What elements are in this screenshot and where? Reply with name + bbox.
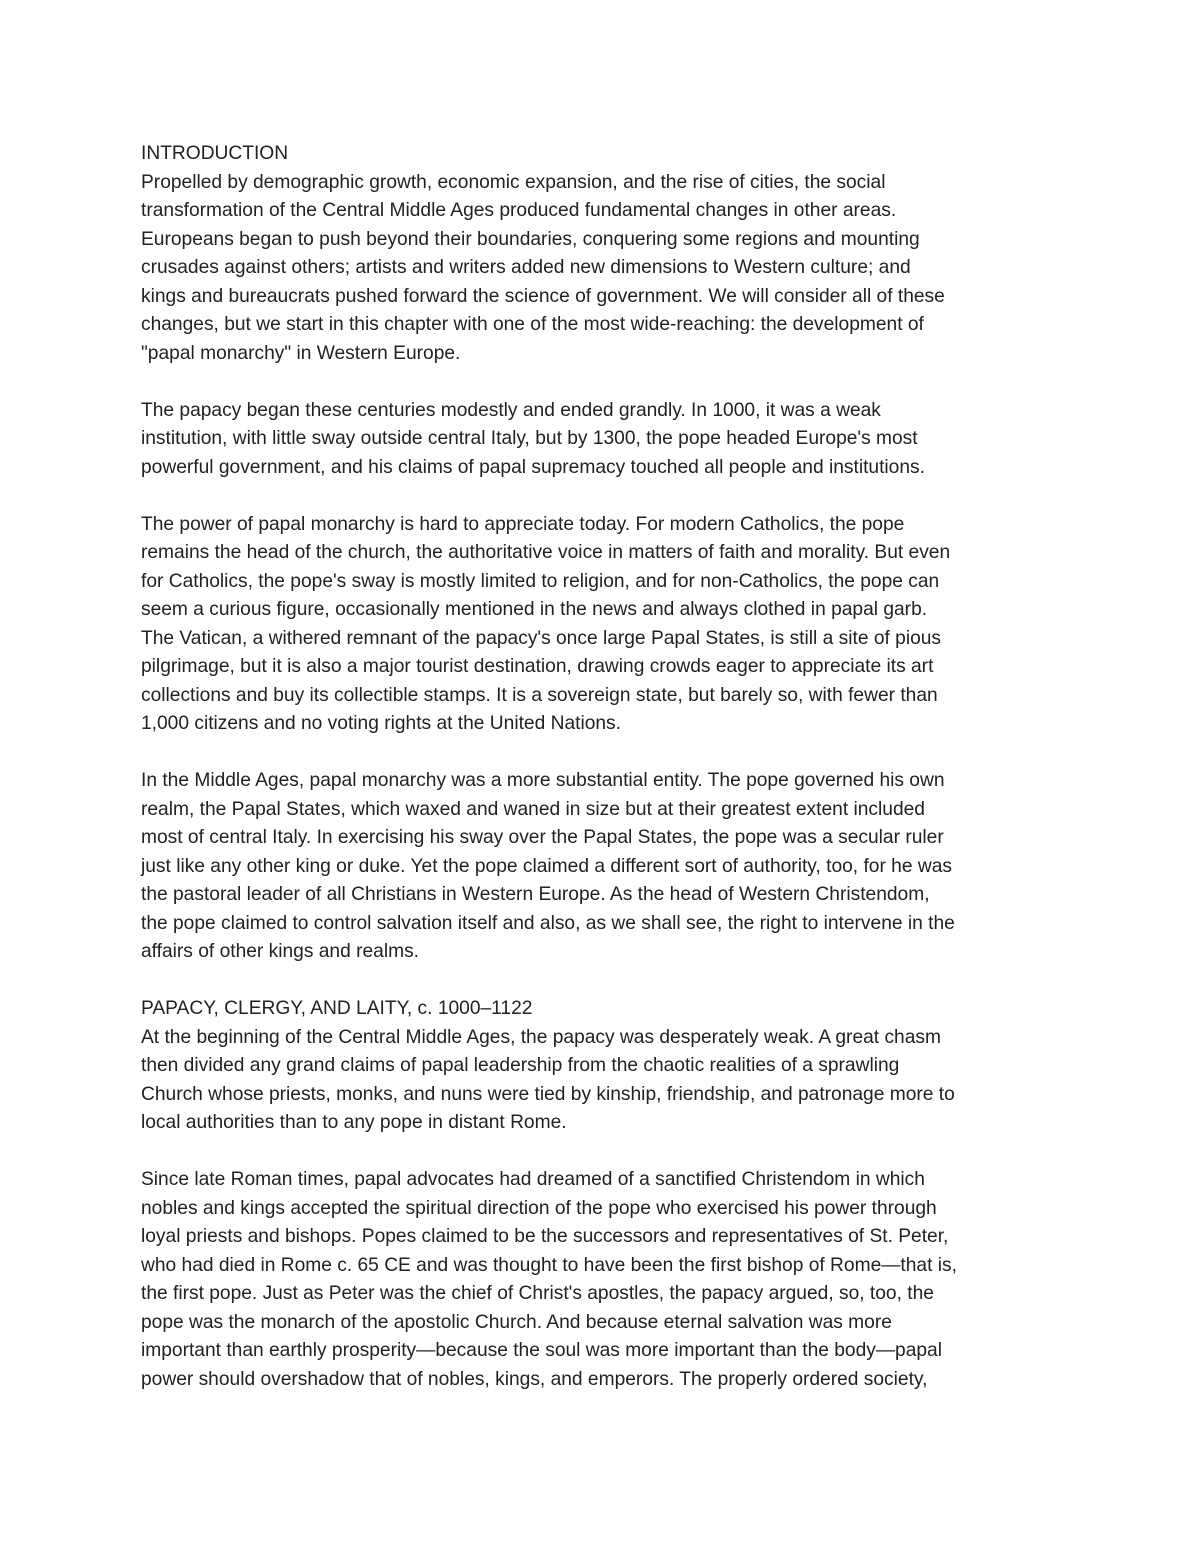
document-page [141,140,1071,1394]
paragraph-papacy-weak: At the beginning of the Central Middle Ages, the papacy was desperately weak. A great chasm then divided any grand claims of papal leadership from the chaotic realities of a sprawling Church whose priests, monks, and nuns were tied by kinship, friendship, and patronage more to local authorities than to any pope in distant Rome. [141,1026,955,1133]
paragraph-gap [141,967,1071,996]
paragraph-gap [141,482,1071,511]
section-heading-introduction: INTRODUCTION [141,143,289,164]
paragraph-gap [141,739,1071,768]
paragraph-gap [141,1138,1071,1167]
paragraph-papacy-began: The papacy began these centuries modestly and ended grandly. In 1000, it was a weak institution, with little sway outside central Italy, but by 1300, the pope headed Europe's most powerful government, and his claims of papal supremacy touched all people and institutions. [141,399,925,478]
paragraph-roman-times: Since late Roman times, papal advocates had dreamed of a sanctified Christendom in which nobles and kings accepted the spiritual direction of the pope who exercised his power through loyal priests and bishops. Popes claimed to be the successors and representatives of St. Peter, who had died in Rome c. 65 CE and was thought to have been the first bishop of Rome—that is, the first pope. Just as Peter was the chief of Christ's apostles, the papacy argued, so, too, the pope was the monarch of the apostolic Church. And because eternal salvation was more important than earthly prosperity—because the soul was more important than the body—papal power should overshadow that of nobles, kings, and emperors. The properly ordered society, [141,1169,957,1390]
paragraph-intro: Propelled by demographic growth, economic expansion, and the rise of cities, the social transformation of the Central Middle Ages produced fundamental changes in other areas. Europeans began to push beyond their boundaries, conquering some regions and mounting crusades against others; artists and writers added new dimensions to Western culture; and kings and bureaucrats pushed forward the science of government. We will consider all of these changes, but we start in this chapter with one of the most wide-reaching: the development of "papal monarchy" in Western Europe. [141,171,945,364]
paragraph-middle-ages: In the Middle Ages, papal monarchy was a more substantial entity. The pope governed his own realm, the Papal States, which waxed and waned in size but at their greatest extent included most of central Italy. In exercising his sway over the Papal States, the pope was a secular ruler just like any other king or duke. Yet the pope claimed a different sort of authority, too, for he was the pastoral leader of all Christians in Western Europe. As the head of Western Christendom, the pope claimed to control salvation itself and also, as we shall see, the right to intervene in the affairs of other kings and realms. [141,770,955,962]
section-heading-papacy-clergy-laity: PAPACY, CLERGY, AND LAITY, c. 1000–1122 [141,998,533,1019]
paragraph-gap [141,368,1071,397]
paragraph-papal-power-today: The power of papal monarchy is hard to appreciate today. For modern Catholics, the pope remains the head of the church, the authoritative voice in matters of faith and morality. But even for Catholics, the pope's sway is mostly limited to religion, and for non-Catholics, the pope can seem a curious figure, occasionally mentioned in the news and always clothed in papal garb. The Vatican, a withered remnant of the papacy's once large Papal States, is still a site of pious pilgrimage, but it is also a major tourist destination, drawing crowds eager to appreciate its art collections and buy its collectible stamps. It is a sovereign state, but barely so, with fewer than 1,000 citizens and no voting rights at the United Nations. [141,513,951,734]
